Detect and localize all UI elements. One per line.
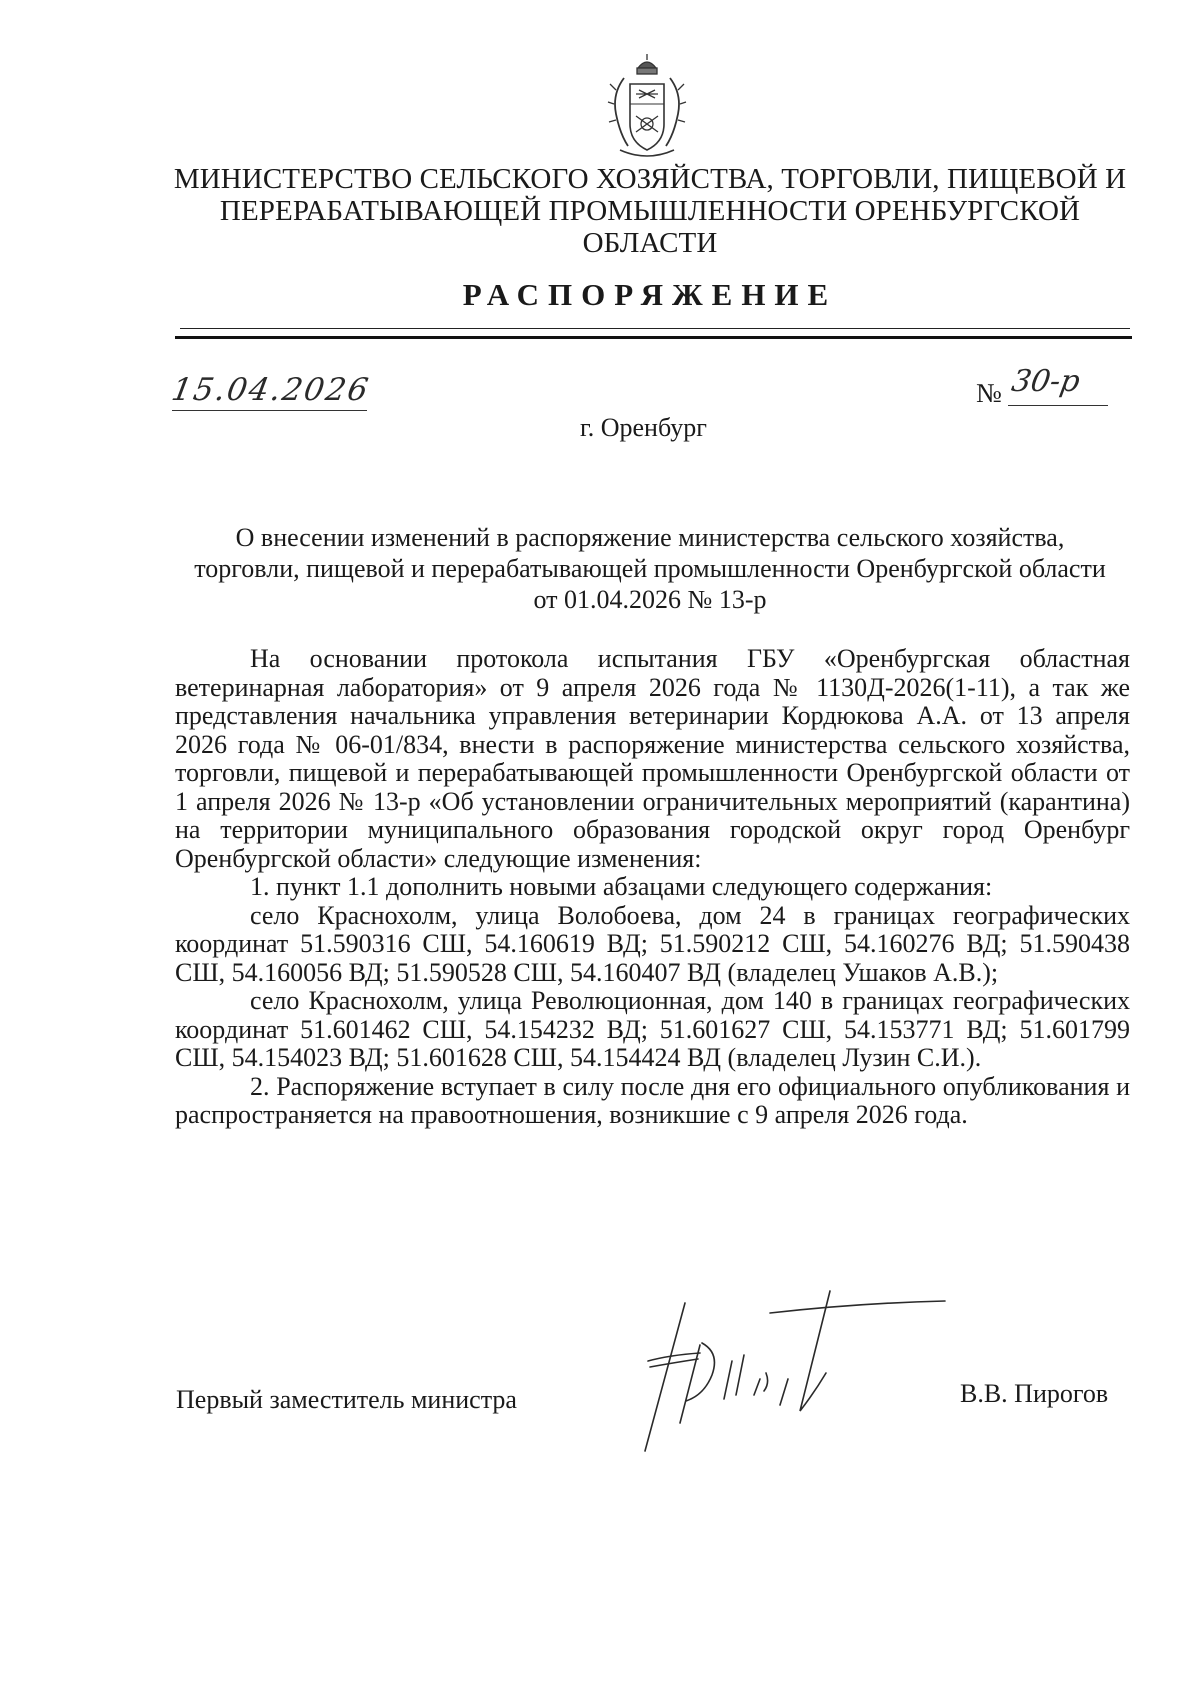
document-number: 30-р xyxy=(1008,364,1083,399)
signer-name: В.В. Пирогов xyxy=(960,1379,1109,1408)
header-divider-thick xyxy=(175,336,1132,339)
handwritten-signature xyxy=(640,1283,970,1453)
body-paragraph-item-1: 1. пункт 1.1 дополнить новыми абзацами следующего содержания: xyxy=(250,872,993,901)
document-subject: О внесении изменений в распоряжение министерства сельского хозяйства, торговли, пищевой и перерабатывающей промышленности Оренбургской области от 01.04.2026 № 13-р xyxy=(194,523,1106,614)
body-paragraph-basis: На основании протокола испытания ГБУ «Оренбургская областная ветеринарная лаборатория» от 9 апреля 2026 года № 1130Д-2026(1-11), а так же представления начальника управления ветеринарии Кордюкова А.А. от 13 апреля 2026 года № 06-01/834, внести в распоряжение министерства сельского хозяйства, торговли, пищевой и перерабатывающей промышленности Оренбургской области от 1 апреля 2026 № 13-р «Об установлении ограничительных мероприятий (карантина) на территории муниципального образования городской округ город Оренбург Оренбургской области» следующие изменения: xyxy=(175,644,1130,873)
document-type-title: РАСПОРЯЖЕНИЕ xyxy=(462,277,838,312)
document-body xyxy=(175,645,1130,1130)
number-label: № xyxy=(976,378,1002,408)
body-paragraph-address-1: село Краснохолм, улица Волобоева, дом 24 в границах географических координат 51.590316 СШ, 54.160619 ВД; 51.590212 СШ, 54.160276 ВД; 51.590438 СШ, 54.160056 ВД; 51.590528 СШ, 54.160407 ВД (владелец Ушаков А.В.); xyxy=(175,900,1130,987)
date-underline xyxy=(172,410,367,411)
coat-of-arms-icon xyxy=(606,54,688,166)
body-paragraph-address-2: село Краснохолм, улица Революционная, дом 140 в границах географических координат 51.601462 СШ, 54.154232 ВД; 51.601627 СШ, 54.153771 ВД; 51.601799 СШ, 54.154023 ВД; 51.601628 СШ, 54.154424 ВД (владелец Лузин С.И.). xyxy=(175,986,1130,1072)
body-paragraph-item-2: 2. Распоряжение вступает в силу после дня его официального опубликования и распространяется на правоотношения, возникшие с 9 апреля 2026 года. xyxy=(175,1071,1130,1129)
signer-position: Первый заместитель министра xyxy=(176,1385,517,1414)
ministry-name: МИНИСТЕРСТВО СЕЛЬСКОГО ХОЗЯЙСТВА, ТОРГОВЛИ, ПИЩЕВОЙ И ПЕРЕРАБАТЫВАЮЩЕЙ ПРОМЫШЛЕННОСТИ ОРЕНБУРГСКОЙ ОБЛАСТИ xyxy=(173,163,1127,259)
header-divider-thin xyxy=(180,328,1130,329)
document-date: 15.04.2026 xyxy=(168,372,373,408)
document-city: г. Оренбург xyxy=(580,413,707,442)
number-underline xyxy=(1008,405,1108,406)
